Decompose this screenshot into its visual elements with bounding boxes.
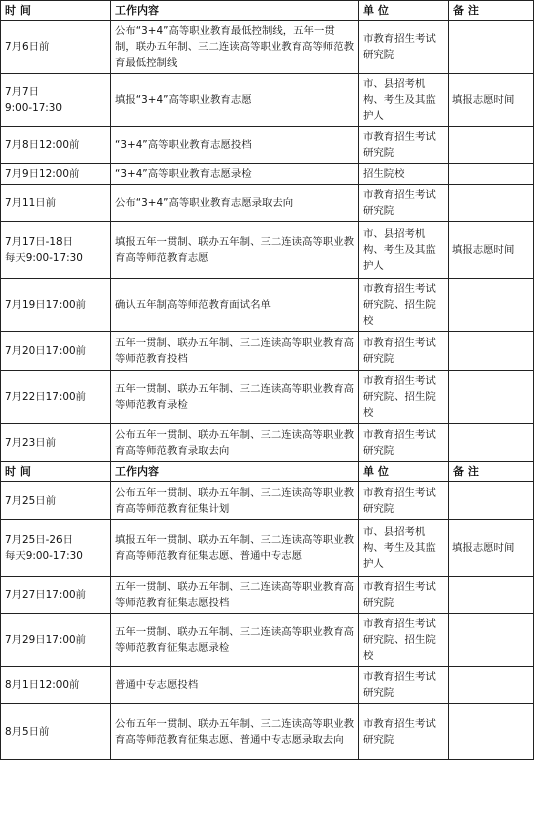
cell-note xyxy=(449,127,534,164)
cell-time: 7月8日12:00前 xyxy=(1,127,111,164)
cell-note xyxy=(449,164,534,185)
cell-unit: 市、县招考机构、考生及其监护人 xyxy=(359,520,449,577)
cell-time: 7月11日前 xyxy=(1,185,111,222)
cell-note: 填报志愿时间 xyxy=(449,520,534,577)
table-row xyxy=(1,222,534,279)
table-row xyxy=(1,332,534,371)
cell-content: 填报五年一贯制、联办五年制、三二连读高等职业教育高等师范教育志愿 xyxy=(111,222,359,279)
cell-unit: 市教育招生考试研究院 xyxy=(359,667,449,704)
cell-note xyxy=(449,577,534,614)
cell-content: 确认五年制高等师范教育面试名单 xyxy=(111,279,359,332)
cell-note xyxy=(449,667,534,704)
header-note: 备 注 xyxy=(449,462,534,482)
table-row xyxy=(1,667,534,704)
cell-unit: 招生院校 xyxy=(359,164,449,185)
cell-note: 填报志愿时间 xyxy=(449,222,534,279)
cell-unit: 市、县招考机构、考生及其监护人 xyxy=(359,74,449,127)
cell-note xyxy=(449,279,534,332)
cell-time: 7月27日17:00前 xyxy=(1,577,111,614)
table-row xyxy=(1,74,534,127)
cell-content: 五年一贯制、联办五年制、三二连读高等职业教育高等师范教育征集志愿录检 xyxy=(111,614,359,667)
cell-time: 7月19日17:00前 xyxy=(1,279,111,332)
cell-note xyxy=(449,21,534,74)
table-row xyxy=(1,21,534,74)
cell-content: “3+4”高等职业教育志愿录检 xyxy=(111,164,359,185)
table-row xyxy=(1,185,534,222)
table-row xyxy=(1,279,534,332)
header-time: 时 间 xyxy=(1,462,111,482)
cell-content: 公布五年一贯制、联办五年制、三二连读高等职业教育高等师范教育征集志愿、普通中专志愿录取去向 xyxy=(111,704,359,760)
cell-time: 8月5日前 xyxy=(1,704,111,760)
cell-content: 五年一贯制、联办五年制、三二连读高等职业教育高等师范教育录检 xyxy=(111,371,359,424)
table-row xyxy=(1,614,534,667)
header-content: 工作内容 xyxy=(111,1,359,21)
header-row xyxy=(1,462,534,482)
table-row xyxy=(1,520,534,577)
cell-unit: 市教育招生考试研究院、招生院校 xyxy=(359,614,449,667)
cell-content: 公布“3+4”高等职业教育最低控制线，五年一贯制，联办五年制、三二连读高等职业教育高等师范教育最低控制线 xyxy=(111,21,359,74)
cell-unit: 市教育招生考试研究院 xyxy=(359,332,449,371)
cell-content: 公布“3+4”高等职业教育志愿录取去向 xyxy=(111,185,359,222)
cell-unit: 市教育招生考试研究院、招生院校 xyxy=(359,279,449,332)
cell-content: 普通中专志愿投档 xyxy=(111,667,359,704)
cell-note xyxy=(449,424,534,462)
cell-unit: 市教育招生考试研究院 xyxy=(359,482,449,520)
cell-content: “3+4”高等职业教育志愿投档 xyxy=(111,127,359,164)
cell-time: 7月7日 9:00-17:30 xyxy=(1,74,111,127)
cell-unit: 市教育招生考试研究院 xyxy=(359,127,449,164)
cell-content: 五年一贯制、联办五年制、三二连读高等职业教育高等师范教育投档 xyxy=(111,332,359,371)
table-row xyxy=(1,482,534,520)
table-row xyxy=(1,704,534,760)
cell-time: 7月25日前 xyxy=(1,482,111,520)
cell-unit: 市教育招生考试研究院 xyxy=(359,21,449,74)
header-content: 工作内容 xyxy=(111,462,359,482)
header-time: 时 间 xyxy=(1,1,111,21)
cell-content: 填报五年一贯制、联办五年制、三二连读高等职业教育高等师范教育征集志愿、普通中专志愿 xyxy=(111,520,359,577)
cell-unit: 市教育招生考试研究院 xyxy=(359,185,449,222)
cell-unit: 市教育招生考试研究院 xyxy=(359,704,449,760)
cell-content: 填报“3+4”高等职业教育志愿 xyxy=(111,74,359,127)
cell-unit: 市教育招生考试研究院 xyxy=(359,424,449,462)
cell-content: 公布五年一贯制、联办五年制、三二连读高等职业教育高等师范教育征集计划 xyxy=(111,482,359,520)
cell-time: 7月22日17:00前 xyxy=(1,371,111,424)
cell-time: 7月23日前 xyxy=(1,424,111,462)
cell-time: 7月29日17:00前 xyxy=(1,614,111,667)
cell-unit: 市教育招生考试研究院 xyxy=(359,577,449,614)
cell-content: 公布五年一贯制、联办五年制、三二连读高等职业教育高等师范教育录取去向 xyxy=(111,424,359,462)
cell-note xyxy=(449,185,534,222)
cell-note xyxy=(449,371,534,424)
table-row xyxy=(1,577,534,614)
header-unit: 单 位 xyxy=(359,1,449,21)
table-row xyxy=(1,371,534,424)
header-unit: 单 位 xyxy=(359,462,449,482)
cell-content: 五年一贯制、联办五年制、三二连读高等职业教育高等师范教育征集志愿投档 xyxy=(111,577,359,614)
cell-unit: 市教育招生考试研究院、招生院校 xyxy=(359,371,449,424)
schedule-table-body xyxy=(1,1,534,760)
cell-note xyxy=(449,332,534,371)
cell-time: 7月17日-18日 每天9:00-17:30 xyxy=(1,222,111,279)
table-row xyxy=(1,164,534,185)
cell-time: 8月1日12:00前 xyxy=(1,667,111,704)
cell-note xyxy=(449,704,534,760)
header-note: 备 注 xyxy=(449,1,534,21)
cell-time: 7月20日17:00前 xyxy=(1,332,111,371)
cell-note xyxy=(449,614,534,667)
header-row xyxy=(1,1,534,21)
cell-note xyxy=(449,482,534,520)
cell-time: 7月6日前 xyxy=(1,21,111,74)
cell-time: 7月9日12:00前 xyxy=(1,164,111,185)
cell-time: 7月25日-26日 每天9:00-17:30 xyxy=(1,520,111,577)
table-row xyxy=(1,127,534,164)
cell-unit: 市、县招考机构、考生及其监护人 xyxy=(359,222,449,279)
cell-note: 填报志愿时间 xyxy=(449,74,534,127)
table-row xyxy=(1,424,534,462)
